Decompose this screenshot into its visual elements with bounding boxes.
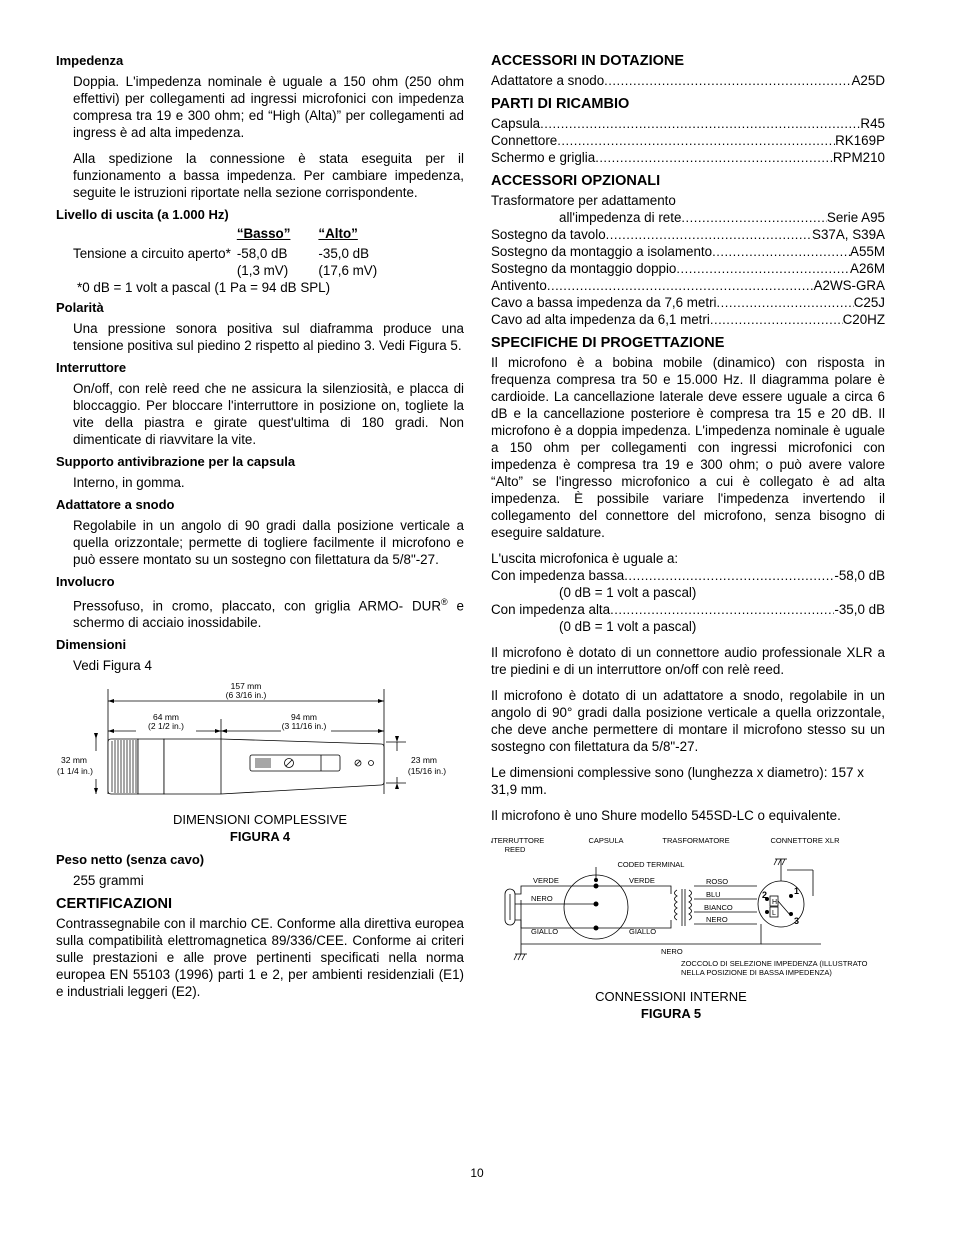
design-specs-para-4: Le dimensioni complessive sono (lunghezza x diametro): 157 x 31,9 mm. <box>491 765 864 797</box>
wire-giallo-2: GIALLO <box>629 927 657 936</box>
label-reed-switch-2: REED <box>504 845 526 854</box>
list-item: Schermo e griglia ..... RPM210 <box>491 149 885 166</box>
pin-l-label: L <box>772 910 776 917</box>
wire-roso: ROSO <box>706 877 729 886</box>
case-text-b: e schermo di acciaio inossidabile. <box>73 598 464 631</box>
swivel-heading: Adattatore a snodo <box>56 497 175 512</box>
figure-4-title: DIMENSIONI COMPLESSIVE <box>172 812 348 828</box>
wire-verde-1: VERDE <box>533 876 559 885</box>
certifications-heading: CERTIFICAZIONI <box>56 896 172 913</box>
dimensions-heading: Dimensioni <box>56 637 127 653</box>
impedance-heading: Impedenza <box>56 53 124 68</box>
polarity-heading: Polarità <box>56 300 104 315</box>
dim-diameter-big-in: (1 1/4 in.) <box>57 766 93 777</box>
figure-5 <box>491 834 885 1022</box>
figure-4-caption <box>56 811 464 845</box>
dim-left-in: (2 1/2 in.) <box>148 721 184 732</box>
polarity-text: Una pressione sonora positiva sul diaframma produce una tensione positiva sul piedino 2 rispetto al piedino 3. Vedi Figura 5. <box>73 321 464 353</box>
design-specs-para-2: Il microfono è dotato di un connettore audio professionale XLR a tre piedini e di un interruttore on/off con relè reed. <box>491 645 885 677</box>
output-high-mv: (17,6 mV) <box>318 263 378 278</box>
impedance-para-2: Alla spedizione la connessione è stata eseguita per il funzionamento a bassa impedenza. Per cambiare impedenza, seguite le istruzioni riportate nella sezione corrispondente. <box>73 151 464 200</box>
case-heading: Involucro <box>56 574 115 589</box>
dim-diameter-small-in: (15/16 in.) <box>407 766 447 777</box>
right-column <box>491 52 885 1022</box>
output-level-table <box>73 225 383 279</box>
transformer-line: Trasformatore per adattamento <box>491 193 676 208</box>
impedance-body <box>73 73 464 201</box>
dim-diameter-big-mm: 32 mm <box>61 755 87 766</box>
replacement-parts-list <box>491 115 885 166</box>
impedance-para-1: Doppia. L'impedenza nominale è uguale a 150 ohm (250 ohm effettivi) per collegamenti ad ingressi microfonici con impedenza compresa tra 19 e 300 ohm; ed “High (Alta)” per collegamenti ad ingress è ad alta impedenza. <box>73 74 464 140</box>
case-text <box>73 594 464 631</box>
list-item: all'impedenza di rete ..... Serie A95 <box>491 209 885 226</box>
design-specs-heading: SPECIFICHE DI PROGETTAZIONE <box>491 335 725 351</box>
list-item: Adattatore a snodo ..... A25D <box>491 72 885 89</box>
list-item: Sostegno da montaggio a isolamento ..... A55M <box>491 243 885 260</box>
output-header-low: “Basso” <box>236 226 291 241</box>
pin-1-label: 1 <box>794 886 800 896</box>
output-low-row: Con impedenza bassa ..... -58,0 dB <box>491 567 885 584</box>
switch-text: On/off, con relè reed che ne assicura la silenziosità, e placca di bloccaggio. Per bloccare l'interruttore in posizione on, togliete la vite della piastra e girate quest'ultima di 180 gradi. Non dimenticate di riavvitare la vite. <box>73 381 464 447</box>
case-text-a: Pressofuso, in cromo, placcato, con griglia ARMO- DUR <box>73 598 442 614</box>
dim-left-mm: 64 mm <box>153 712 179 723</box>
wire-blu: BLU <box>706 890 721 899</box>
page-number: 10 <box>470 1166 484 1180</box>
figure-4 <box>56 679 464 845</box>
dim-diameter-small-mm: 23 mm <box>411 755 437 766</box>
weight-text: 255 grammi <box>73 873 144 889</box>
internal-wiring-diagram <box>491 834 901 984</box>
output-high-db: -35,0 dB <box>318 246 370 261</box>
output-note: *0 dB = 1 volt a pascal (1 Pa = 94 dB SPL) <box>77 280 331 295</box>
list-item: Capsula ..... R45 <box>491 115 885 132</box>
list-item: Connettore ..... RK169P <box>491 132 885 149</box>
wire-giallo-1: GIALLO <box>531 927 559 936</box>
output-row-label: Tensione a circuito aperto* <box>73 246 231 261</box>
design-specs-para-1: Il microfono è a bobina mobile (dinamico) con risposta in frequenza compresa tra 50 e 15.000 Hz. Il diagramma polare è cardioide. La cancellazione laterale deve essere uguale a circa 6 dB e la cancellazione posteriore è compresa tra 15 e 20 dB. Il microfono è a doppia impedenza. L'impedenza nominale è uguale a 150 ohm per collegamenti con ingressi microfonici con impedenza è compresa tra 19 e 300 ohm; o può avere valore “Alto” se l'ingresso microfonico a cui è collegato è ad alta impedenza. È possibile variare l'impedenza invertendo il collegamento del connettore del microfono, senza bisogno di eseguire saldature. <box>491 355 885 540</box>
certifications-text: Contrassegnabile con il marchio CE. Conforme alla direttiva europea sulla compatibilità elettromagnetica 89/336/CEE. Conforme ai criteri sulle prestazioni e alle prove pertinenti specificati nella norma europea EN 55103 (1996) parti 1 e 2, per ambienti residenziali (E1) e industriali leggeri (E2). <box>56 916 464 1000</box>
wire-nero-1: NERO <box>531 894 553 903</box>
design-specs-para-3: Il microfono è dotato di un adattatore a snodo, regolabile in un angolo di 90° gradi dalla posizione verticale a quella orizzontale, che deve anche permettere di montare il microfono stesso su un sostegno con filettatura da 5/8"-27. <box>491 688 885 754</box>
output-low-mv: (1,3 mV) <box>236 263 289 278</box>
wire-nero-2: NERO <box>706 915 728 924</box>
dim-right-mm: 94 mm <box>291 712 317 723</box>
dim-total-in: (6 3/16 in.) <box>225 690 267 701</box>
wire-bianco: BIANCO <box>704 903 733 912</box>
output-low-reference: (0 dB = 1 volt a pascal) <box>559 585 697 600</box>
output-high-row: Con impedenza alta ..... -35,0 dB <box>491 601 885 618</box>
dimensions-text: Vedi Figura 4 <box>73 658 152 674</box>
output-high-reference: (0 dB = 1 volt a pascal) <box>559 619 697 634</box>
switch-heading: Interruttore <box>56 360 127 375</box>
figure-4-label: FIGURA 4 <box>229 829 291 845</box>
figure-5-label: FIGURA 5 <box>640 1006 702 1021</box>
label-xlr-connector: CONNETTORE XLR <box>770 836 840 845</box>
shock-mount-heading: Supporto antivibrazione per la capsula <box>56 454 296 469</box>
replacement-parts-heading: PARTI DI RICAMBIO <box>491 96 630 112</box>
list-item: Sostegno da tavolo ..... S37A, S39A <box>491 226 885 243</box>
list-item: Antivento ..... A2WS-GRA <box>491 277 885 294</box>
design-specs-output-intro: L'uscita microfonica è uguale a: <box>491 551 679 566</box>
swivel-text: Regolabile in un angolo di 90 gradi dalla posizione verticale a quella orizzontale; permette di togliere facilmente il microfono e può essere montato su un sostegno con filettatura da 5/8"-27. <box>73 518 464 567</box>
label-transformer: TRASFORMATORE <box>662 836 730 845</box>
pin-3-label: 3 <box>794 916 800 926</box>
shock-mount-text: Interno, in gomma. <box>73 475 185 490</box>
dim-right-in: (3 11/16 in.) <box>281 721 327 732</box>
weight-heading: Peso netto (senza cavo) <box>56 852 205 868</box>
design-specs-para-5: Il microfono è uno Shure modello 545SD-LC o equivalente. <box>491 808 841 823</box>
pin-h-label: H <box>772 899 778 906</box>
figure-5-title: CONNESSIONI INTERNE <box>595 989 747 1004</box>
impedance-socket-note-2: NELLA POSIZIONE DI BASSA IMPEDENZA) <box>681 968 832 977</box>
optional-accessories-list <box>491 192 885 328</box>
impedance-socket-note-1: ZOCCOLO DI SELEZIONE IMPEDENZA (ILLUSTRATO <box>681 959 868 968</box>
wire-nero-3: NERO <box>661 947 683 956</box>
label-reed-switch-1: INTERRUTTORE <box>491 836 545 845</box>
left-column <box>56 52 464 1000</box>
registered-mark: ® <box>441 597 448 607</box>
label-coded-terminal: CODED TERMINAL <box>617 860 685 869</box>
included-accessories-heading: ACCESSORI IN DOTAZIONE <box>491 53 685 69</box>
output-low-db: -58,0 dB <box>236 246 288 261</box>
output-header-high: “Alto” <box>318 226 358 241</box>
list-item: Cavo ad alta impedenza da 6,1 metri ..... C20HZ <box>491 311 885 328</box>
list-item: Sostegno da montaggio doppio ..... A26M <box>491 260 885 277</box>
list-item: Cavo a bassa impedenza da 7,6 metri ..... C25J <box>491 294 885 311</box>
optional-accessories-heading: ACCESSORI OPZIONALI <box>491 173 661 189</box>
label-capsule: CAPSULA <box>588 836 624 845</box>
wire-verde-2: VERDE <box>629 876 655 885</box>
pin-2-label: 2 <box>762 890 768 900</box>
included-accessories-list <box>491 72 885 89</box>
figure-5-caption <box>491 988 851 1022</box>
microphone-dimension-drawing <box>56 679 464 807</box>
output-level-heading: Livello di uscita (a 1.000 Hz) <box>56 207 229 222</box>
dim-total-mm: 157 mm <box>230 681 262 692</box>
